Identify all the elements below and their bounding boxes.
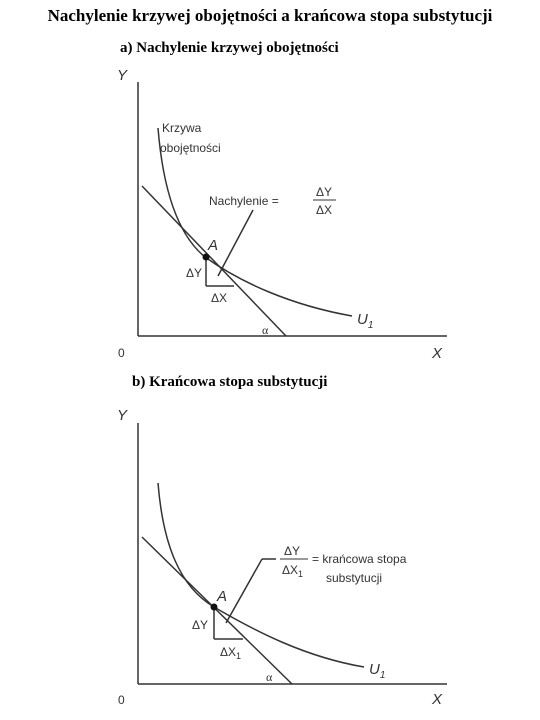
delta-x-sub: 1 <box>236 651 242 661</box>
mrs-denominator-sub: 1 <box>298 569 304 579</box>
diagram-a <box>0 60 540 370</box>
slope-numerator: ΔY <box>316 185 333 199</box>
pointer-line <box>218 210 253 276</box>
mrs-denominator <box>282 563 303 579</box>
pointer-line <box>226 559 262 623</box>
slope-label: Nachylenie = <box>209 194 279 208</box>
delta-x-main: ΔX <box>220 645 237 659</box>
diagram-b <box>0 395 540 720</box>
point-a <box>203 254 210 261</box>
panel-a-title: a) Nachylenie krzywej obojętności <box>120 40 339 56</box>
curve-name-subscript: 1 <box>367 320 374 331</box>
indifference-curve <box>158 128 352 316</box>
mrs-numerator: ΔY <box>284 544 301 558</box>
slope-denominator: ΔX <box>316 203 333 217</box>
origin-label: 0 <box>118 693 125 707</box>
delta-x-label <box>220 645 241 661</box>
page-title: Nachylenie krzywej obojętności a krańcowa stopa substytucji <box>47 6 493 25</box>
curve-name <box>369 661 385 681</box>
x-axis-label: X <box>432 691 443 708</box>
curve-label-line1: Krzywa <box>162 121 202 135</box>
point-a-label: A <box>217 588 228 605</box>
curve-name-letter: U <box>357 311 368 328</box>
x-axis-label: X <box>432 345 443 362</box>
delta-x-label: ΔX <box>211 291 228 305</box>
alpha-label: α <box>266 670 273 684</box>
alpha-label: α <box>262 323 269 337</box>
point-a-label: A <box>208 237 219 254</box>
tangent-line <box>142 186 286 336</box>
curve-name-subscript: 1 <box>379 670 386 681</box>
mrs-label-line1: = krańcowa stopa <box>312 552 407 566</box>
curve-name-letter: U <box>369 661 380 678</box>
y-axis-label: Y <box>117 407 128 424</box>
mrs-label-line2: substytucji <box>326 571 383 585</box>
curve-label-line2: obojętności <box>160 141 221 155</box>
delta-y-label: ΔY <box>192 618 209 632</box>
curve-name <box>357 311 373 331</box>
origin-label: 0 <box>118 346 125 360</box>
panel-b-title: b) Krańcowa stopa substytucji <box>132 374 328 390</box>
y-axis-label: Y <box>117 67 128 84</box>
mrs-denominator-main: ΔX <box>282 563 299 577</box>
delta-y-label: ΔY <box>186 266 203 280</box>
